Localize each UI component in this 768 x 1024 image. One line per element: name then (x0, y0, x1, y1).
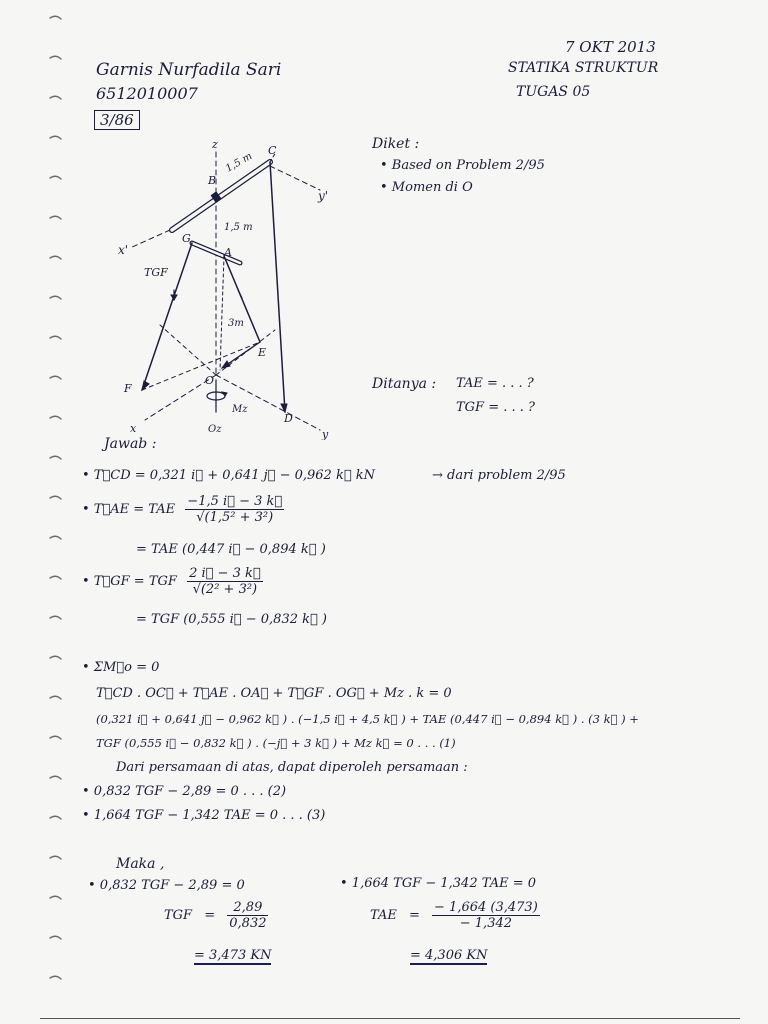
given-item-1: • Based on Problem 2/95 (380, 158, 545, 173)
tae-denominator: √(1,5² + 3²) (196, 510, 274, 525)
solve-tgf-step-2 (164, 900, 268, 931)
tae-lhs: • T⃗AE = TAE (82, 502, 176, 517)
course-title: STATIKA STRUKTUR (508, 60, 659, 76)
asked-tgf: TGF = . . . ? (456, 400, 535, 415)
tae-result: = TAE (0,447 i⃗ − 0,894 k⃗ ) (136, 542, 326, 557)
label-y: y (322, 428, 329, 440)
label-e: E (258, 346, 267, 359)
label-f: F (124, 382, 132, 395)
given-item-2: • Momen di O (380, 180, 473, 195)
solve-tae-denominator: − 1,342 (459, 916, 513, 931)
tgf-vector (82, 566, 263, 597)
moment-sum: • ΣM⃗o = 0 (82, 660, 160, 675)
equation-3: • 1,664 TGF − 1,342 TAE = 0 . . . (3) (82, 808, 326, 823)
expansion-line-1: (0,321 i⃗ + 0,641 j⃗ − 0,962 k⃗ ) . (−1,5 i⃗ + 4,5 k⃗ ) + TAE (0,447 i⃗ − 0,894 k⃗ ) . (3 k⃗ ) + (96, 712, 639, 726)
tgf-denominator: √(2² + 3²) (192, 582, 258, 597)
expansion-line-2: TGF (0,555 i⃗ − 0,832 k⃗ ) . (−j⃗ + 3 k⃗ ) + Mz k⃗ = 0 . . . (1) (96, 736, 456, 750)
solve-tgf-equals: = (204, 908, 216, 923)
label-o: O (205, 374, 215, 387)
student-id: 6512010007 (96, 84, 198, 103)
tgf-fraction (187, 566, 263, 597)
solve-tgf-denominator: 0,832 (229, 916, 267, 931)
solve-tae-step-1: • 1,664 TGF − 1,342 TAE = 0 (340, 876, 536, 891)
label-d: D (284, 412, 293, 425)
assignment-title: TUGAS 05 (516, 84, 591, 100)
moment-equation: T⃗CD . OC⃗ + T⃗AE . OA⃗ + T⃗GF . OG⃗ + Mz . k = 0 (96, 686, 452, 701)
tcd-note: → dari problem 2/95 (432, 468, 566, 483)
given-title: Diket : (372, 136, 420, 152)
label-a: A (224, 246, 232, 259)
label-ab-length: 1,5 m (224, 222, 253, 233)
tae-fraction (185, 494, 284, 525)
structure-diagram (100, 130, 380, 440)
label-mz: Mz (232, 404, 248, 415)
tae-numerator: −1,5 i⃗ − 3 k⃗ (187, 494, 283, 509)
asked-title: Ditanya : (372, 376, 437, 392)
student-name: Garnis Nurfadila Sari (96, 60, 282, 80)
solve-tgf-result: = 3,473 KN (194, 948, 272, 963)
label-g: G (182, 232, 191, 245)
tgf-lhs: • T⃗GF = TGF (82, 574, 177, 589)
equation-2: • 0,832 TGF − 2,89 = 0 . . . (2) (82, 784, 287, 799)
label-z: z (212, 138, 218, 151)
label-c: C (268, 144, 277, 157)
tcd-vector: • T⃗CD = 0,321 i⃗ + 0,641 j⃗ − 0,962 k⃗ kN (82, 468, 376, 483)
tae-vector (82, 494, 284, 525)
solve-tae-numerator: − 1,664 (3,473) (434, 900, 538, 915)
solve-tae-equals: = (408, 908, 420, 923)
solution-title: Jawab : (104, 436, 157, 452)
solve-tgf-step-1: • 0,832 TGF − 2,89 = 0 (88, 878, 245, 893)
binder-marks (0, 0, 70, 1024)
derive-text: Dari persamaan di atas, dapat diperoleh persamaan : (116, 760, 468, 775)
solve-tae-fraction (432, 900, 540, 931)
solve-tae-step-2 (370, 900, 540, 931)
label-x: x (130, 422, 137, 435)
solve-tae-result: = 4,306 KN (410, 948, 488, 963)
tgf-numerator: 2 i⃗ − 3 k⃗ (189, 566, 261, 581)
label-b: B (208, 174, 217, 187)
bottom-rule (40, 1018, 740, 1019)
solve-tgf-fraction (227, 900, 268, 931)
solve-tgf-lhs: TGF (164, 908, 193, 923)
label-tgf: TGF (144, 266, 168, 279)
label-x-prime: x' (118, 243, 129, 257)
solve-tgf-numerator: 2,89 (227, 900, 268, 916)
solve-tae-lhs: TAE (370, 908, 397, 923)
label-y-prime: y' (318, 189, 329, 203)
label-oz: Oz (208, 424, 222, 435)
label-ao-length: 3m (228, 318, 244, 329)
problem-number: 3/86 (94, 110, 140, 130)
date: 7 OKT 2013 (565, 38, 656, 56)
label-bc-length: 1,5 m (224, 150, 255, 175)
maka-text: Maka , (116, 856, 165, 872)
asked-tae: TAE = . . . ? (456, 376, 534, 391)
tgf-result: = TGF (0,555 i⃗ − 0,832 k⃗ ) (136, 612, 328, 627)
